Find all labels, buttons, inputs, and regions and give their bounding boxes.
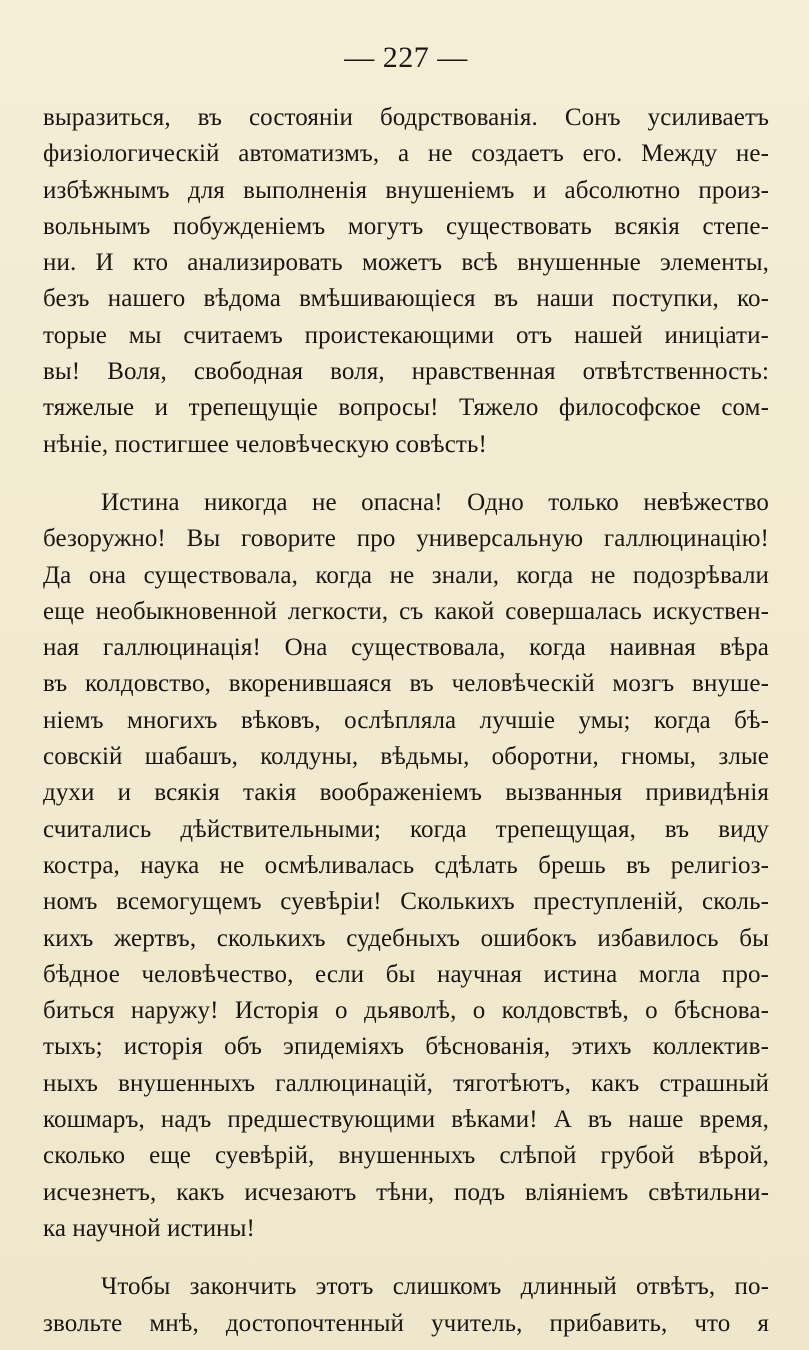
text-line: исчезнетъ, какъ исчезаютъ тѣни, подъ вліяніемъ свѣтильни- — [43, 1178, 769, 1206]
text-line: звольте мнѣ, достопочтенный учитель, прибавить, что я — [43, 1309, 769, 1337]
text-line: нѣніе, постигшее человѣческую совѣсть! — [43, 430, 487, 458]
text-line: духи и всякія такія воображеніемъ вызванныя привидѣнія — [43, 779, 769, 807]
text-line: тяжелые и трепещущіе вопросы! Тяжело философское сом- — [43, 394, 769, 422]
paragraph-2 — [43, 485, 769, 1247]
paragraph-1 — [43, 100, 769, 463]
paragraph-3 — [43, 1269, 769, 1342]
text-line: безъ нашего вѣдома вмѣшивающіеся въ наши поступки, ко- — [43, 285, 769, 313]
text-line: считались дѣйствительными; когда трепещущая, въ виду — [43, 815, 769, 843]
text-line: совскій шабашъ, колдуны, вѣдьмы, оборотни, гномы, злые — [43, 743, 769, 771]
text-line: ніемъ многихъ вѣковъ, ослѣпляла лучшіе умы; когда бѣ- — [43, 706, 769, 734]
text-line: ная галлюцинація! Она существовала, когда наивная вѣра — [43, 634, 769, 662]
text-line: ни. И кто анализировать можетъ всѣ внушенные элементы, — [43, 249, 769, 277]
text-line: ныхъ внушенныхъ галлюцинацій, тяготѣютъ, какъ страшный — [43, 1069, 769, 1097]
paragraph-gap — [43, 1247, 769, 1269]
text-line: ка научной истины! — [43, 1214, 255, 1242]
text-line: еще необыкновенной легкости, съ какой совершалась искуствен- — [43, 597, 769, 625]
text-line: безоружно! Вы говорите про универсальную галлюцинацію! — [43, 525, 769, 553]
text-line: въ колдовство, вкоренившаяся въ человѣческій мозгъ внуше- — [43, 670, 769, 698]
text-line: кихъ жертвъ, сколькихъ судебныхъ ошибокъ избавилось бы — [43, 924, 769, 952]
text-line: Истина никогда не опасна! Одно только невѣжество — [101, 488, 769, 516]
text-line: вольнымъ побужденіемъ могутъ существовать всякія степе- — [43, 212, 769, 240]
text-line: номъ всемогущемъ суевѣріи! Сколькихъ преступленій, сколь- — [43, 888, 769, 916]
text-line: выразиться, въ состояніи бодрствованія. Сонъ усиливаетъ — [43, 104, 769, 131]
text-line: костра, наука не осмѣливалась сдѣлать брешь въ религіоз- — [43, 851, 769, 879]
text-line: торые мы считаемъ проистекающими отъ нашей иниціати- — [43, 321, 769, 349]
text-line: Чтобы закончить этотъ слишкомъ длинный отвѣтъ, по- — [101, 1273, 769, 1301]
page-number: — 227 — — [344, 41, 468, 74]
text-line: физіологическій автоматизмъ, а не создаетъ его. Между не- — [43, 140, 769, 168]
text-line: сколько еще суевѣрій, внушенныхъ слѣпой грубой вѣрой, — [43, 1142, 769, 1170]
text-line: вы! Воля, свободная воля, нравственная отвѣтственность: — [43, 358, 769, 386]
text-line: бѣдное человѣчество, если бы научная истина могла про- — [43, 960, 769, 988]
paragraph-gap — [43, 463, 769, 485]
text-line: кошмаръ, надъ предшествующими вѣками! А въ наше время, — [43, 1106, 769, 1134]
text-line: Да она существовала, когда не знали, когда не подозрѣвали — [43, 561, 769, 589]
text-line: биться наружу! Исторія о дьяволѣ, о колдовствѣ, о бѣснова- — [43, 997, 769, 1025]
text-line: тыхъ; исторія объ эпидеміяхъ бѣснованія, этихъ коллектив- — [43, 1033, 769, 1061]
text-line: избѣжнымъ для выполненія внушеніемъ и абсолютно произ- — [43, 176, 769, 204]
